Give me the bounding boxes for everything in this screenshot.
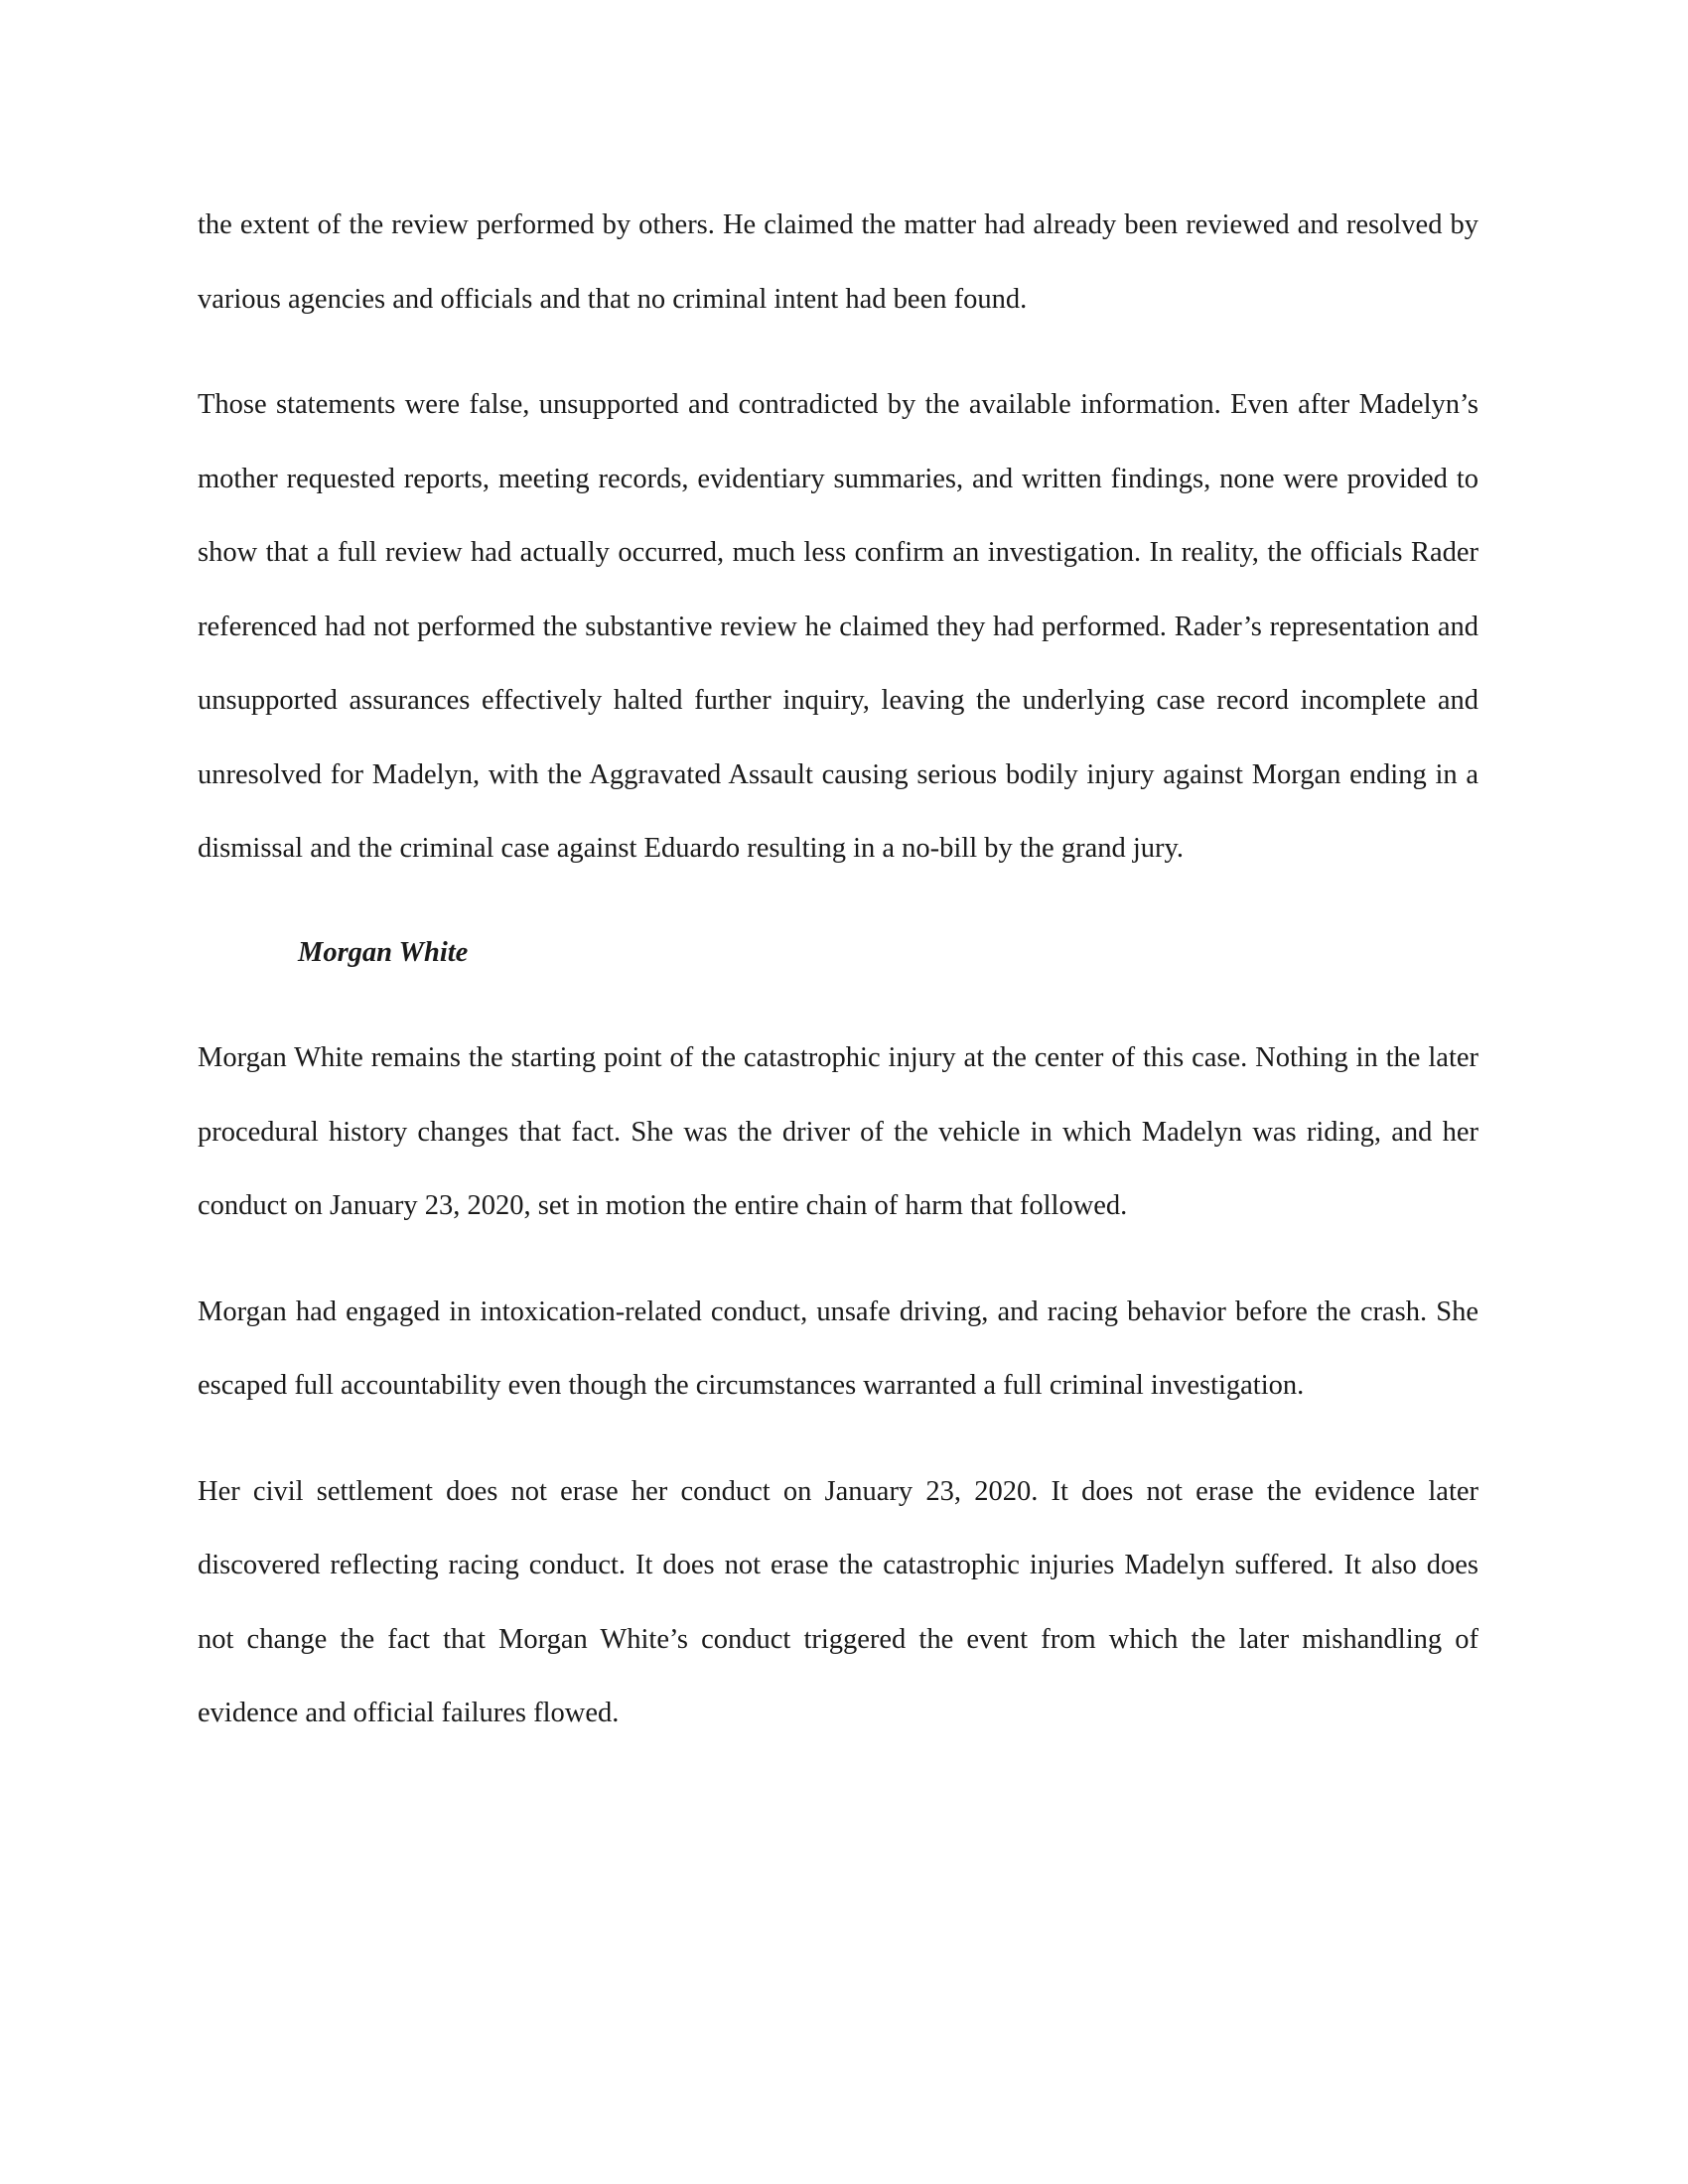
paragraph-false-statements: Those statements were false, unsupported and contradicted by the available information. Even after Madelyn’s mother requested reports, meeting records, evidentiary summaries, and written findings, none were provided to show that a full review had actually occurred, much less confirm an investigation. In reality, the officials Rader referenced had not performed the substantive review he claimed they had performed. Rader’s representation and unsupported assurances effectively halted further inquiry, leaving the underlying case record incomplete and unresolved for Madelyn, with the Aggravated Assault causing serious bodily injury against Morgan ending in a dismissal and the criminal case against Eduardo resulting in a no-bill by the grand jury. [198, 389, 1478, 864]
document-page [198, 189, 1478, 1751]
paragraph-starting-point: Morgan White remains the starting point of the catastrophic injury at the center of this case. Nothing in the later procedural history changes that fact. She was the driver of the vehicle in which Madelyn was riding, and her conduct on January 23, 2020, set in motion the entire chain of harm that followed. [198, 1042, 1478, 1221]
paragraph-civil-settlement: Her civil settlement does not erase her conduct on January 23, 2020. It does not erase the evidence later discovered reflecting racing conduct. It does not erase the catastrophic injuries Madelyn suffered. It also does not change the fact that Morgan White’s conduct triggered the event from which the later mishandling of evidence and official failures flowed. [198, 1475, 1478, 1728]
paragraph-conduct: Morgan had engaged in intoxication-related conduct, unsafe driving, and racing behavior before the crash. She escaped full accountability even though the circumstances warranted a full criminal investigation. [198, 1296, 1478, 1401]
section-heading-morgan-white: Morgan White [298, 936, 469, 968]
paragraph-review-claims: the extent of the review performed by others. He claimed the matter had already been reviewed and resolved by various agencies and officials and that no criminal intent had been found. [198, 209, 1478, 315]
